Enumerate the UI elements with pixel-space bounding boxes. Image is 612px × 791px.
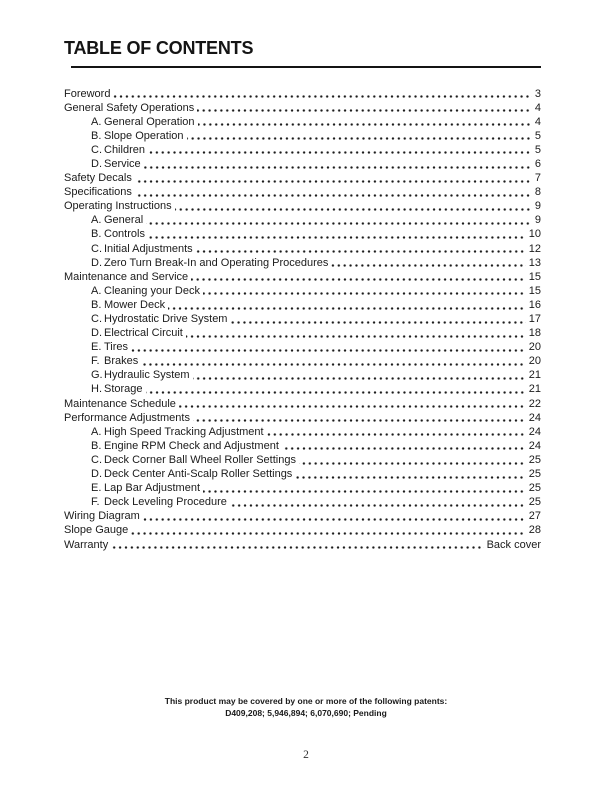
toc-leader-dots [191,270,526,284]
toc-leader-dots [193,368,526,382]
toc-leader-dots [282,439,526,453]
toc-entry-label: Tires [104,341,129,354]
toc-entry [64,326,541,340]
toc-leader-dots [148,143,532,157]
toc-entry-page: 4 [534,115,541,128]
toc-entry-label: Controls [104,228,145,241]
toc-entry [64,115,541,129]
toc-entry-page: 21 [528,369,541,382]
toc-entry [64,453,541,467]
toc-leader-dots [135,171,532,185]
toc-entry-letter: B. [91,298,102,311]
toc-entry-page: 18 [528,327,541,340]
patent-notice [0,696,612,719]
toc-entry-page: 22 [528,397,541,410]
toc-entry-page: 25 [528,453,541,466]
toc-leader-dots [230,495,526,509]
toc-entry [64,354,541,368]
page-title: TABLE OF CONTENTS [64,38,254,58]
toc-entry-label: Safety Decals [64,172,132,185]
toc-entry-page: 20 [528,355,541,368]
toc-entry-label: Deck Center Anti-Scalp Roller Settings [104,468,293,481]
toc-entry [64,425,541,439]
toc-leader-dots [196,242,526,256]
toc-entry [64,270,541,284]
toc-entry-letter: F. [91,496,100,509]
toc-entry-letter: D. [91,327,102,340]
toc-entry [64,411,541,425]
toc-leader-dots [141,354,526,368]
toc-leader-dots [135,185,532,199]
toc-leader-dots [144,157,532,171]
patent-notice-line-1: This product may be covered by one or more of the following patents: [164,696,448,706]
toc-entry-page: 8 [534,186,541,199]
toc-leader-dots [146,382,526,396]
toc-entry-letter: C. [91,313,102,325]
toc-entry-label: Cleaning your Deck [104,284,200,297]
toc-entry [64,227,541,241]
toc-entry-page: 12 [528,242,541,255]
toc-entry [64,467,541,481]
toc-entry-page: 25 [528,468,541,481]
toc-leader-dots [113,87,531,101]
toc-entry-label: Warranty [64,538,109,551]
toc-entry-label: Mower Deck [104,298,166,311]
toc-entry-label: Electrical Circuit [104,327,183,340]
toc-entry-page: 20 [528,341,541,354]
toc-entry [64,481,541,495]
toc-leader-dots [198,115,532,129]
toc-entry-page: 4 [534,101,541,114]
toc-entry-letter: B. [91,228,102,241]
toc-leader-dots [193,411,526,425]
toc-entry-page: 28 [528,524,541,537]
toc-entry-label: Hydrostatic Drive System [104,313,228,325]
toc-entry [64,538,541,552]
toc-entry [64,199,541,213]
toc-entry-label: Operating Instructions [64,200,172,213]
toc-entry-letter: B. [91,439,102,452]
toc-entry-page: 24 [528,411,541,424]
toc-entry [64,382,541,396]
toc-entry [64,129,541,143]
toc-entry-page: 27 [528,510,541,523]
toc-leader-dots [131,340,526,354]
toc-entry [64,284,541,298]
toc-entry-label: Engine RPM Check and Adjustment [104,439,279,452]
toc-entry-page: 5 [534,129,541,142]
toc-entry-label: Brakes [104,355,139,368]
toc-leader-dots [179,397,526,411]
toc-entry-letter: C. [91,242,102,255]
toc-entry-label: General Operation [104,115,195,128]
toc-entry-letter: H. [91,383,102,396]
toc-entry-letter: A. [91,214,102,227]
toc-entry-letter: C. [91,453,102,466]
toc-leader-dots [203,481,526,495]
toc-leader-dots [175,199,532,213]
toc-entry [64,340,541,354]
toc-entry [64,509,541,523]
toc-entry-label: Service [104,157,141,170]
toc-entry-page: Back cover [486,538,541,551]
toc-entry [64,87,541,101]
toc-entry [64,495,541,509]
toc-entry-label: Slope Operation [104,129,184,142]
toc-entry-page: 24 [528,425,541,438]
toc-entry-page: 13 [528,256,541,269]
toc-entry [64,397,541,411]
toc-entry-label: Initial Adjustments [104,242,193,255]
toc-entry-letter: D. [91,468,102,481]
toc-leader-dots [299,453,526,467]
toc-leader-dots [230,312,525,326]
toc-entry [64,256,541,270]
toc-entry-label: Deck Corner Ball Wheel Roller Settings [104,453,296,466]
page-number: 2 [303,749,309,761]
toc-entry-letter: B. [91,129,102,142]
toc-entry-label: Hydraulic System [104,369,190,382]
toc-entry [64,101,541,115]
toc-entry-letter: G. [91,369,103,382]
toc-entry-label: Zero Turn Break-In and Operating Procedures [104,256,329,269]
toc-leader-dots [187,129,532,143]
toc-entry-letter: E. [91,482,102,495]
toc-entry-letter: A. [91,115,102,128]
toc-entry-page: 5 [534,143,541,156]
toc-entry-label: Children [104,143,145,156]
patent-notice-line-2: D409,208; 5,946,894; 6,070,690; Pending [225,707,387,718]
toc-leader-dots [186,326,526,340]
toc-entry-letter: D. [91,157,102,170]
toc-leader-dots [131,523,526,537]
toc-entry [64,157,541,171]
toc-leader-dots [146,213,532,227]
toc-leader-dots [111,538,483,552]
toc-entry-label: Specifications [64,186,132,199]
toc-leader-dots [143,509,526,523]
toc-entry-letter: C. [91,143,102,156]
title-underline-rule [71,66,541,68]
toc-entry-page: 24 [528,439,541,452]
toc-entry-label: Wiring Diagram [64,510,140,523]
toc-entry-label: Storage [104,383,143,396]
toc-entry-page: 3 [534,87,541,100]
toc-entry-label: High Speed Tracking Adjustment [104,425,264,438]
toc-leader-dots [197,101,532,115]
toc-entry-label: Foreword [64,87,111,100]
toc-entry-label: General Safety Operations [64,101,195,114]
toc-entry-page: 7 [534,172,541,185]
toc-entry [64,439,541,453]
toc-entry-label: General [104,214,144,227]
toc-entry-label: Deck Leveling Procedure [104,496,227,509]
toc-entry-label: Performance Adjustments [64,411,190,424]
toc-entry-page: 25 [528,482,541,495]
toc-leader-dots [203,284,526,298]
toc-entry-page: 10 [528,228,541,241]
toc-entry [64,213,541,227]
toc-entry-label: Maintenance Schedule [64,397,176,410]
toc-leader-dots [331,256,525,270]
toc-entry [64,312,541,326]
toc-entry [64,523,541,537]
toc-entry-page: 25 [528,496,541,509]
toc-entry-page: 9 [534,200,541,213]
toc-leader-dots [295,467,525,481]
toc-entry-letter: D. [91,256,102,269]
toc-leader-dots [267,425,526,439]
toc-entry [64,242,541,256]
toc-leader-dots [148,227,526,241]
toc-entry-label: Lap Bar Adjustment [104,482,201,495]
toc-entry-page: 9 [534,214,541,227]
toc-entry-letter: A. [91,425,102,438]
toc-entry-letter: F. [91,355,100,368]
toc-entry [64,368,541,382]
toc-entry [64,143,541,157]
toc-entry-page: 17 [528,313,541,325]
toc-entry [64,298,541,312]
toc-entry-label: Maintenance and Service [64,270,189,283]
toc-entry [64,185,541,199]
toc-entry-label: Slope Gauge [64,524,129,537]
toc-entry-letter: E. [91,341,102,354]
toc-entry-page: 21 [528,383,541,396]
toc-leader-dots [168,298,526,312]
toc-entry-page: 16 [528,298,541,311]
toc-entry-page: 15 [528,270,541,283]
toc-list [64,87,541,552]
toc-entry-letter: A. [91,284,102,297]
toc-entry-page: 6 [534,157,541,170]
toc-entry-page: 15 [528,284,541,297]
toc-entry [64,171,541,185]
